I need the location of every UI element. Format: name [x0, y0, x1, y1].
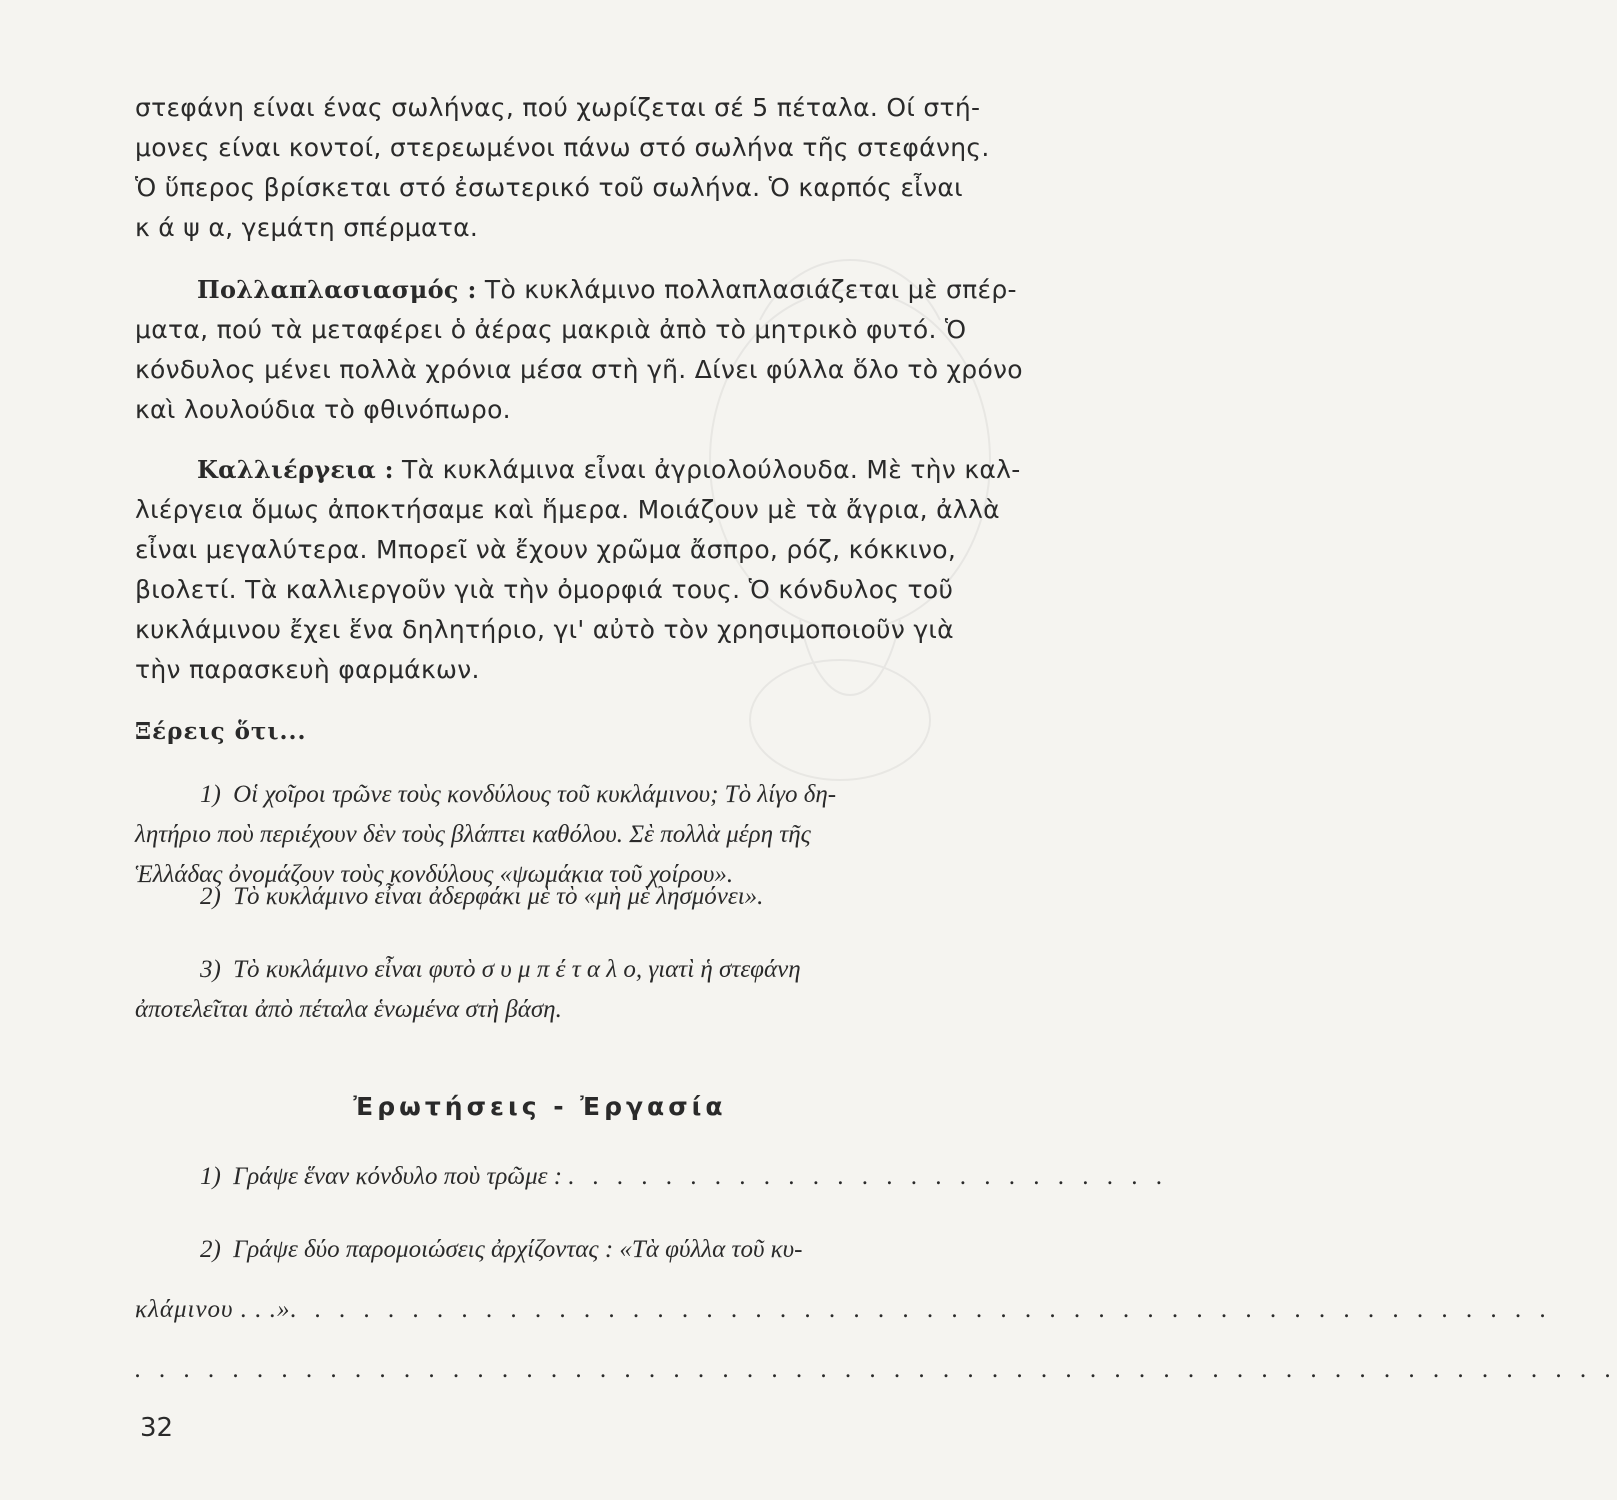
did-you-know-heading-block	[135, 718, 1015, 745]
item-line: Ἑλλάδας ὀνομάζουν τοὺς κονδύλους «ψωμάκια τοῦ χοίρου».	[135, 861, 734, 888]
did-you-know-item-2	[135, 877, 1015, 917]
item-first-line: Οἱ χοῖροι τρῶνε τοὺς κονδύλους τοῦ κυκλάμινου; Τὸ λίγο δη-	[233, 781, 837, 808]
propagation-line: ματα, πού τὰ μεταφέρει ὁ ἀέρας μακριὰ ἀπὸ τὸ μητρικὸ φυτό. Ὁ	[135, 315, 967, 344]
cultivation-line: βιολετί. Τὰ καλλιεργοῦν γιὰ τὴν ὀμορφιά τους. Ὁ κόνδυλος τοῦ	[135, 575, 954, 604]
question-number: 2)	[200, 1236, 221, 1263]
cultivation-line: τὴν παρασκευὴ φαρμάκων.	[135, 655, 480, 684]
page-number: 32	[140, 1413, 174, 1443]
question-2	[135, 1230, 1617, 1390]
propagation-first-line: Τὸ κυκλάμινο πολλαπλασιάζεται μὲ σπέρ-	[484, 275, 1017, 304]
questions-title: Ἐρωτήσεις - Ἐργασία	[353, 1092, 727, 1121]
propagation-paragraph	[135, 270, 1023, 430]
item-number: 2)	[200, 883, 221, 910]
intro-line: στεφάνη είναι ένας σωλήνας, πού χωρίζεται σέ 5 πέταλα. Οί στή-	[135, 93, 981, 122]
cultivation-line: κυκλάμινου ἔχει ἕνα δηλητήριο, γι' αὐτὸ τὸν χρησιμοποιοῦν γιὰ	[135, 615, 954, 644]
cultivation-paragraph	[135, 450, 1021, 690]
intro-line: κ ά ψ α, γεμάτη σπέρματα.	[135, 213, 479, 242]
question-text: Γράψε δύο παρομοιώσεις ἀρχίζοντας : «Τὰ φύλλα τοῦ κυ-	[233, 1236, 803, 1263]
propagation-heading: Πολλαπλασιασμός :	[197, 275, 477, 304]
item-number: 3)	[200, 956, 221, 983]
question-number: 1)	[200, 1163, 221, 1190]
intro-line: Ὁ ὕπερος βρίσκεται στό ἐσωτερικό τοῦ σωλήνα. Ὁ καρπός εἶναι	[135, 173, 963, 202]
item-line: λητήριο ποὺ περιέχουν δὲν τοὺς βλάπτει καθόλου. Σὲ πολλὰ μέρη τῆς	[135, 821, 811, 848]
answer-dots[interactable]: . . . . . . . . . . . . . . . . . . . . . . . . . . . . . . . . . . . . . . . . . . . . . . . . . . . .	[290, 1296, 1553, 1323]
item-first-line: Τὸ κυκλάμινο εἶναι ἀδερφάκι μὲ τὸ «μὴ μὲ λησμόνει».	[233, 883, 764, 910]
answer-dots[interactable]: . . . . . . . . . . . . . . . . . . . . . . . . . . . . . . . . . . . . . . . . . . . . . . . . . . . . . . . . . . . . .	[135, 1356, 1617, 1383]
item-first-line: Τὸ κυκλάμινο εἶναι φυτὸ σ υ μ π έ τ α λ ο, γιατὶ ἡ στεφάνη	[233, 956, 801, 983]
cultivation-line: εἶναι μεγαλύτερα. Μπορεῖ νὰ ἔχουν χρῶμα ἄσπρο, ρόζ, κόκκινο,	[135, 535, 957, 564]
did-you-know-item-3	[135, 950, 1015, 1030]
propagation-line: κόνδυλος μένει πολλὰ χρόνια μέσα στὴ γῆ. Δίνει φύλλα ὅλο τὸ χρόνο	[135, 355, 1023, 384]
intro-line: μονες είναι κοντοί, στερεωμένοι πάνω στό σωλήνα τῆς στεφάνης.	[135, 133, 990, 162]
question-continuation: κλάμινου . . .»	[135, 1296, 291, 1323]
item-line: ἀποτελεῖται ἀπὸ πέταλα ἑνωμένα στὴ βάση.	[135, 996, 562, 1023]
did-you-know-heading: Ξέρεις ὅτι...	[135, 718, 307, 745]
intro-paragraph	[135, 88, 1015, 248]
cultivation-line: λιέργεια ὅμως ἀποκτήσαμε καὶ ἥμερα. Μοιάζουν μὲ τὰ ἄγρια, ἀλλὰ	[135, 495, 1000, 524]
propagation-line: καὶ λουλούδια τὸ φθινόπωρο.	[135, 395, 511, 424]
cultivation-first-line: Τὰ κυκλάμινα εἶναι ἀγριολούλουδα. Μὲ τὴν καλ-	[402, 455, 1021, 484]
answer-dots[interactable]: . . . . . . . . . . . . . . . . . . . . . . . . .	[568, 1163, 1169, 1190]
item-number: 1)	[200, 781, 221, 808]
cultivation-heading: Καλλιέργεια :	[197, 455, 394, 484]
question-text: Γράψε ἕναν κόνδυλο ποὺ τρῶμε :	[233, 1163, 563, 1190]
question-1	[135, 1157, 1169, 1197]
